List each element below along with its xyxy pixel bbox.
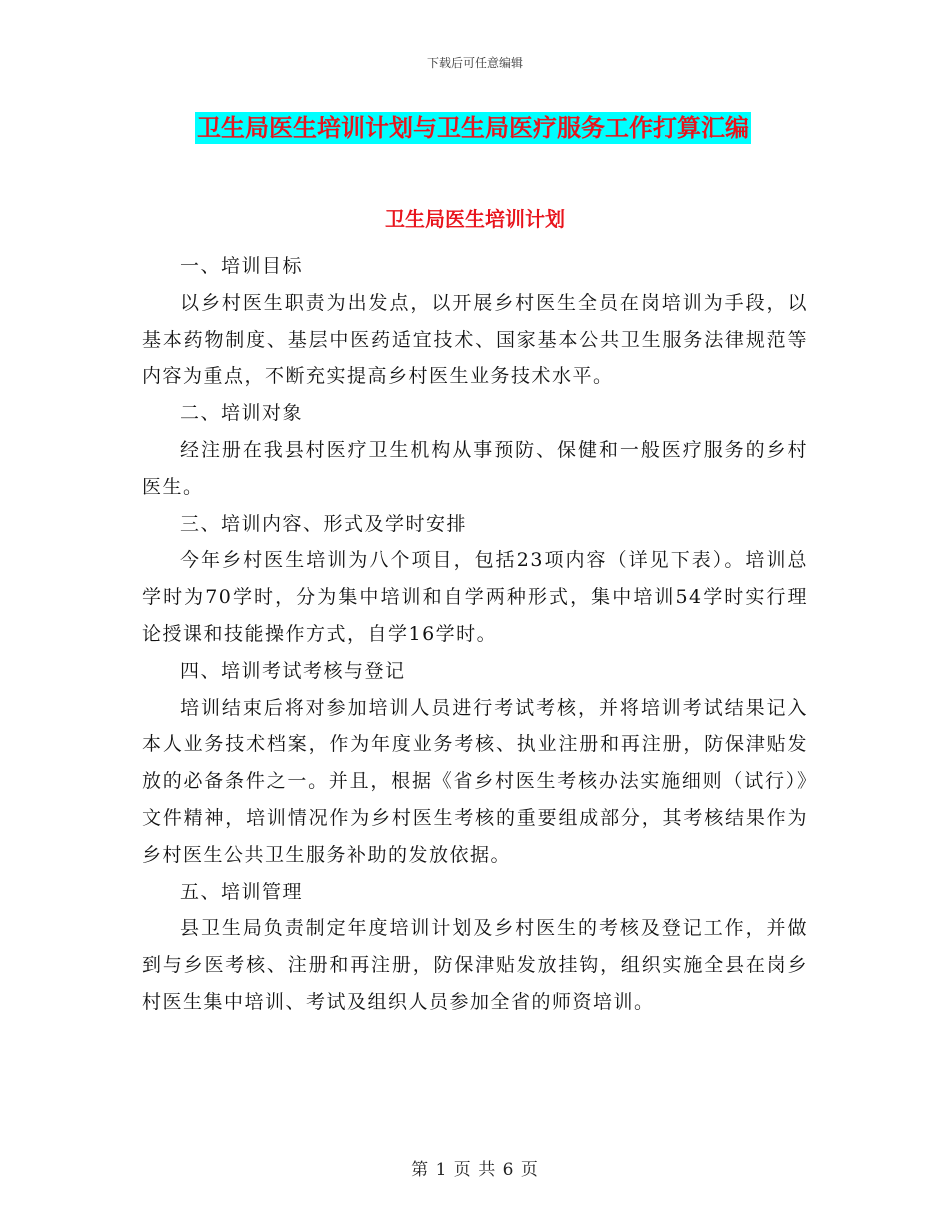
document-title: 卫生局医生培训计划与卫生局医疗服务工作打算汇编 [197,114,749,142]
paragraph-training-exam: 培训结束后将对参加培训人员进行考试考核，并将培训考试结果记入本人业务技术档案，作为年度业务考核、执业注册和再注册，防保津贴发放的必备条件之一。并且，根据《省乡村医生考核办法实施细则（试行）》文件精神，培训情况作为乡村医生考核的重要组成部分，其考核结果作为乡村医生公共卫生服务补助的发放依据。 [142,696,808,866]
section-title: 卫生局医生培训计划 [385,207,565,231]
heading-training-exam: 四、培训考试考核与登记 [180,659,406,682]
paragraph-training-target: 经注册在我县村医疗卫生机构从事预防、保健和一般医疗服务的乡村医生。 [142,438,808,498]
heading-training-target: 二、培训对象 [180,402,304,425]
header-note: 下载后可任意编辑 [426,56,523,70]
heading-training-management: 五、培训管理 [180,880,304,903]
paragraph-training-management: 县卫生局负责制定年度培训计划及乡村医生的考核及登记工作，并做到与乡医考核、注册和再注册，防保津贴发放挂钩，组织实施全县在岗乡村医生集中培训、考试及组织人员参加全省的师资培训。 [142,917,808,1013]
heading-training-content: 三、培训内容、形式及学时安排 [180,512,468,535]
document-body [142,248,808,1021]
page-footer: 第 1 页 共 6 页 [411,1160,539,1180]
heading-training-goal: 一、培训目标 [180,255,304,277]
paragraph-training-content: 今年乡村医生培训为八个项目，包括23项内容（详见下表）。培训总学时为70学时，分为集中培训和自学两种形式，集中培训54学时实行理论授课和技能操作方式，自学16学时。 [142,549,808,645]
paragraph-training-goal: 以乡村医生职责为出发点，以开展乡村医生全员在岗培训为手段，以基本药物制度、基层中医药适宜技术、国家基本公共卫生服务法律规范等内容为重点，不断充实提高乡村医生业务技术水平。 [142,291,808,388]
